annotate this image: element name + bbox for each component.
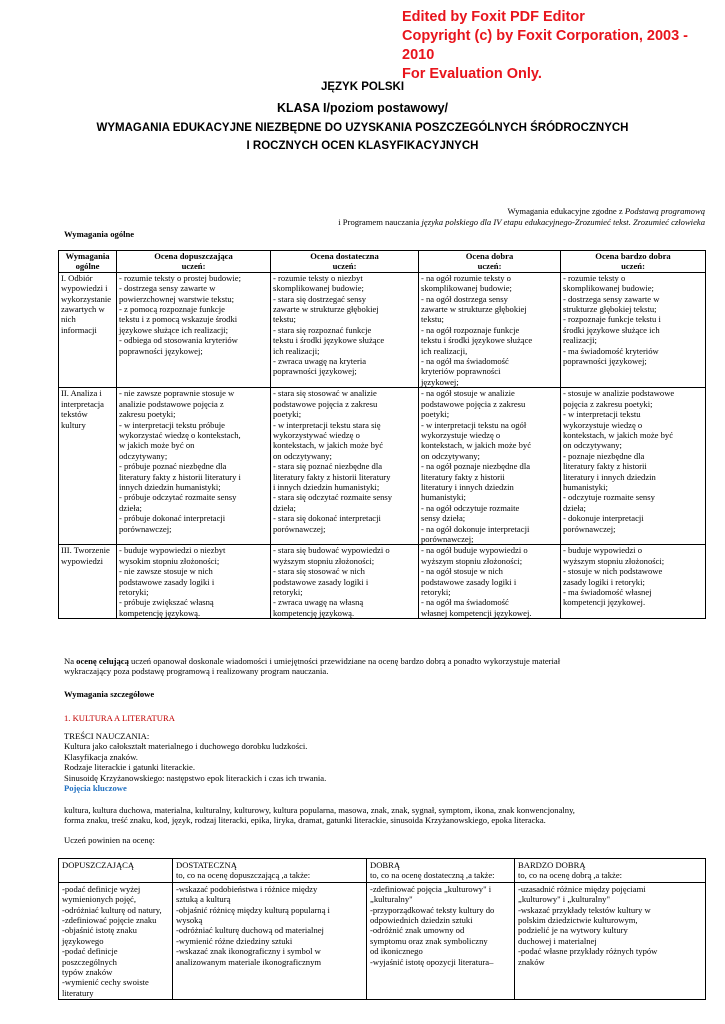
- cell-line: kontekstach, w jakich może być: [421, 440, 532, 451]
- cell-line: - próbuje odczytać rozmaite sensy: [119, 492, 237, 503]
- table-cell: [117, 545, 271, 619]
- celujaca-paragraph: Na ocenę celującą uczeń opanował doskonale wiadomości i umiejętności przewidziane na ocenę bardzo dobrą a ponadto wykorzystuje materiał wykraczający poza podstawę programową i realizowany program nauczania.: [64, 656, 561, 677]
- cell-line: skomplikowanej budowie;: [421, 283, 512, 294]
- cell-line: - stosuje w analizie podstawowe: [563, 388, 675, 399]
- cell-line: kontekstach, w jakich może być: [273, 440, 384, 451]
- key-concepts-heading: Pojęcia kluczowe: [64, 783, 127, 794]
- cell-line: wypowiedzi: [61, 555, 104, 566]
- cell-line: - na ogół stosuje w analizie: [421, 388, 515, 399]
- cell-line: -wskazać podobieństwa i różnice między: [176, 883, 318, 894]
- cell-line: językowe służące ich realizacji;: [119, 324, 229, 335]
- general-requirements-label: Wymagania ogólne: [64, 229, 135, 239]
- cell-line: powierzchownej warstwie tekstu;: [119, 293, 235, 304]
- cell-line: - odczytuje rozmaite sensy: [563, 492, 655, 503]
- cell-line: -objaśnić istotę znaku językowego: [62, 925, 137, 946]
- cell-line: interpretacja: [61, 398, 104, 409]
- table-cell: [117, 388, 271, 545]
- cell-line: humanistyki;: [563, 481, 608, 492]
- cell-line: wykorzystanie: [61, 293, 112, 304]
- table-cell: [561, 545, 706, 619]
- cell-line: „kulturalny": [370, 894, 413, 905]
- cell-line: on odczytywany;: [273, 450, 332, 461]
- cell-line: podstawowe zasady logiki i: [421, 576, 517, 587]
- class-title: KLASA I/poziom postawowy/: [276, 101, 449, 115]
- content-line-2: Klasyfikacja znaków.: [64, 751, 138, 762]
- cell-line: środki językowe służące ich: [563, 324, 660, 335]
- cell-line: - rozumie teksty o prostej budowie;: [119, 272, 241, 283]
- cell-line: - w interpretacji tekstu na ogół: [421, 419, 527, 430]
- table-cell: [561, 388, 706, 545]
- cell-line: - buduje wypowiedzi o niezbyt: [119, 545, 226, 556]
- cell-line: porównawczej;: [421, 533, 474, 544]
- cell-line: humanistyki;: [421, 492, 466, 503]
- cell-line: - dokonuje interpretacji: [563, 513, 644, 524]
- cell-line: -wymienić różne dziedziny sztuki: [176, 935, 293, 946]
- cell-line: - stara się stosować w nich: [273, 566, 365, 577]
- content-line-4: Sinusoidę Krzyżanowskiego: następstwo epok literackich i czas ich trwania.: [64, 772, 327, 783]
- table-row: [59, 272, 706, 387]
- cell-line: wyższym stopniu złożoności;: [563, 555, 665, 566]
- cell-line: III. Tworzenie: [61, 545, 110, 556]
- requirements-title-2: I ROCZNYCH OCEN KLASYFIKACYJNYCH: [246, 140, 479, 152]
- cell-line: on odczytywany;: [421, 450, 480, 461]
- cell-line: - zwraca uwagę na kryteria: [273, 356, 367, 367]
- watermark-line-2: Copyright (c) by Foxit Corporation, 2003 - 2010: [402, 28, 688, 63]
- content-heading: TREŚCI NAUCZANIA:: [64, 731, 150, 741]
- cell-line: zawarte w strukturze głębokiej: [273, 304, 379, 315]
- cell-line: symptomu oraz znak symboliczny: [370, 935, 488, 946]
- cell-line: wymienionych pojęć,: [62, 894, 136, 905]
- cell-line: podstawowe pojęcia z zakresu: [273, 398, 378, 409]
- cell-line: od ikonicznego: [370, 946, 423, 957]
- cell-line: dzieła;: [273, 502, 296, 513]
- table-cell: [419, 388, 561, 545]
- requirement-cell: [59, 272, 117, 387]
- grades-table-header: [59, 859, 706, 883]
- cell-line: -odróżniać kulturę duchową od materialnej: [176, 925, 324, 936]
- celujaca-bold: ocenę celującą: [76, 656, 129, 666]
- cell-line: -wyjaśnić istotę opozycji literatura–: [370, 956, 494, 967]
- cell-line: - na ogół dokonuje interpretacji: [421, 523, 530, 534]
- cell-line: -zdefiniować pojęcia „kulturowy" i: [370, 883, 492, 894]
- cell-line: podstawowe zasady logiki i: [273, 576, 369, 587]
- cell-line: - stara się dostrzegać sensy: [273, 293, 367, 304]
- cell-line: - stara się poznać niezbędne dla: [273, 461, 383, 472]
- requirement-cell: [59, 388, 117, 545]
- cell-line: literatury fakty z historii literatury i: [119, 471, 241, 482]
- content-block: [64, 731, 705, 793]
- cell-line: literatury fakty z historii: [563, 461, 647, 472]
- cell-line: - próbuje zwiększać własną: [119, 597, 214, 608]
- cell-line: wykorzystywać wiedzę o: [273, 429, 360, 440]
- cell-line: -odróżnić znak umowny od: [370, 925, 465, 936]
- cell-line: literatury i innych dziedzin: [563, 471, 656, 482]
- cell-line: podstawowe pojęcia z zakresu: [421, 398, 526, 409]
- cell-line: - próbuje poznać niezbędne dla: [119, 461, 227, 472]
- cell-line: ich realizacji;: [273, 345, 320, 356]
- cell-line: duchowej i materialnej: [518, 935, 597, 946]
- grade-header-bardzo-dobra: BARDZO DOBRĄ to, co na ocenę dobrą ,a także:: [515, 859, 706, 883]
- cell-line: - na ogół ma świadomość: [421, 597, 509, 608]
- cell-line: analizowanym materiale ikonograficznym: [176, 956, 322, 967]
- header-dobra: Ocena dobra uczeń:: [419, 251, 561, 273]
- cell-line: - na ogół ma świadomość: [421, 356, 509, 367]
- table-cell: [419, 272, 561, 387]
- cell-line: -odróżniać kulturę od natury,: [62, 904, 162, 915]
- header-bardzo-dobra: Ocena bardzo dobra uczeń:: [561, 251, 706, 273]
- student-should-label: Uczeń powinien na ocenę:: [64, 835, 155, 845]
- header-dostateczna: Ocena dostateczna uczeń:: [271, 251, 419, 273]
- cell-line: „kulturowy" i „kulturalny": [518, 894, 610, 905]
- cell-line: tekstu i z pomocą wskazuje środki: [119, 314, 238, 325]
- table-cell: [419, 545, 561, 619]
- cell-line: pojęcia z zakresu poetyki;: [563, 398, 653, 409]
- cell-line: -podać definicje wyżej: [62, 883, 141, 894]
- content-line-1: Kultura jako całokształt materialnego i duchowego dorobku ludzkości.: [64, 741, 308, 752]
- requirements-table: [58, 250, 706, 619]
- cell-line: -podać definicje poszczególnych: [62, 946, 118, 967]
- cell-line: tekstu;: [421, 314, 444, 325]
- cell-line: tekstu i środki językowe służące: [421, 335, 533, 346]
- subject-title: JĘZYK POLSKI: [320, 81, 405, 93]
- cell-line: tekstów kultury: [61, 409, 88, 430]
- content-line-3: Rodzaje literackie i gatunki literackie.: [64, 762, 195, 773]
- cell-line: - na ogół buduje wypowiedzi o: [421, 545, 528, 556]
- cell-line: sensy dzieła;: [421, 513, 466, 524]
- cell-line: i innych dziedzin humanistyki;: [273, 481, 380, 492]
- cell-line: - w interpretacji tekstu: [563, 409, 641, 420]
- table-row: [59, 545, 706, 619]
- grades-table-row: [59, 882, 706, 999]
- cell-line: - na ogół odczytuje rozmaite: [421, 502, 520, 513]
- cell-line: on odczytywany;: [563, 440, 622, 451]
- cell-line: własnej kompetencji językowej.: [421, 607, 532, 618]
- cell-line: wypowiedzi i: [61, 283, 108, 294]
- cell-line: dzieła;: [563, 502, 586, 513]
- cell-line: wykorzystuje wiedzę o: [563, 419, 643, 430]
- cell-line: - rozpoznaje funkcje tekstu i: [563, 314, 661, 325]
- table-row: [59, 388, 706, 545]
- section-heading: 1. KULTURA A LITERATURA: [64, 713, 175, 723]
- cell-line: - z pomocą rozpoznaje funkcje: [119, 304, 225, 315]
- table-cell: [271, 545, 419, 619]
- cell-line: - na ogół stosuje w nich: [421, 566, 503, 577]
- cell-line: literatury i innych dziedzin: [421, 481, 514, 492]
- cell-line: wykorzystuje wiedzę o: [421, 429, 501, 440]
- cell-line: - nie zawsze stosuje w nich: [119, 566, 213, 577]
- cell-line: skomplikowanej budowie;: [273, 283, 364, 294]
- cell-line: II. Analiza i: [61, 388, 102, 399]
- cell-line: - nie zawsze poprawnie stosuje w: [119, 388, 235, 399]
- cell-line: sztuką a kulturą: [176, 894, 231, 905]
- watermark: [402, 8, 720, 84]
- cell-line: - zwraca uwagę na własną: [273, 597, 364, 608]
- cell-line: - dostrzega sensy zawarte w: [563, 293, 660, 304]
- cell-line: literatury fakty z historii literatury: [273, 471, 391, 482]
- cell-line: wyższym stopniu złożoności;: [273, 555, 375, 566]
- requirement-cell: [59, 545, 117, 619]
- cell-line: zawartych w nich: [61, 304, 105, 325]
- cell-line: dzieła;: [119, 502, 142, 513]
- cell-line: tekstu;: [273, 314, 296, 325]
- cell-line: -wymienić cechy swoiste literatury: [62, 977, 149, 998]
- cell-line: kompetencję językową.: [273, 607, 355, 618]
- grade-header-dopuszczajaca: DOPUSZCZAJĄCĄ: [59, 859, 173, 883]
- cell-line: zasady logiki i retoryki;: [563, 576, 645, 587]
- table-cell: [271, 388, 419, 545]
- cell-line: zakresu poetyki;: [119, 409, 176, 420]
- cell-line: kompetencji językowej.: [563, 597, 646, 608]
- cell-line: -przyporządkować teksty kultury do: [370, 904, 495, 915]
- cell-line: polskim dziedzictwie kulturowym,: [518, 915, 638, 926]
- cell-line: - stara się dokonać interpretacji: [273, 513, 381, 524]
- cell-line: podzielić je na wytwory kultury: [518, 925, 628, 936]
- intro-line-1: [300, 206, 705, 216]
- cell-line: - poznaje niezbędne dla: [563, 450, 645, 461]
- intro-text-1-italic: Podstawą programową: [624, 206, 705, 216]
- cell-line: zawarte w strukturze głębokiej: [421, 304, 527, 315]
- intro-text-2: i Programem nauczania: [338, 217, 422, 227]
- cell-line: - stara się budować wypowiedzi o: [273, 545, 390, 556]
- table-cell: [271, 272, 419, 387]
- cell-line: porównawczej;: [273, 523, 326, 534]
- cell-line: - na ogół poznaje niezbędne dla: [421, 461, 531, 472]
- grade-cell: [515, 882, 706, 999]
- cell-line: retoryki;: [273, 587, 303, 597]
- cell-line: realizacji;: [563, 335, 597, 346]
- intro-text-2-italic: języka polskiego dla IV etapu edukacyjnego-Zrozumieć tekst. Zrozumieć człowieka: [421, 217, 705, 227]
- cell-line: - ma świadomość własnej: [563, 587, 652, 597]
- cell-line: tekstu i środki językowe służące: [273, 335, 385, 346]
- table-cell: [561, 272, 706, 387]
- cell-line: typów znaków: [62, 967, 113, 978]
- cell-line: -wskazać znak ikonograficzny i symbol w: [176, 946, 321, 957]
- cell-line: kontekstach, w jakich może być: [563, 429, 674, 440]
- cell-line: - stara się stosować w analizie: [273, 388, 377, 399]
- cell-line: - dostrzega sensy zawarte w: [119, 283, 216, 294]
- cell-line: odpowiednich dziedzin sztuki: [370, 915, 473, 926]
- cell-line: - na ogół dostrzega sensy: [421, 293, 508, 304]
- cell-line: - ma świadomość kryteriów: [563, 345, 659, 356]
- cell-line: wysoką: [176, 915, 203, 926]
- cell-line: - stara się rozpoznać funkcje: [273, 324, 372, 335]
- cell-line: - w interpretacji tekstu stara się: [273, 419, 381, 430]
- watermark-line-1: Edited by Foxit PDF Editor: [402, 9, 585, 25]
- grade-cell: [367, 882, 515, 999]
- cell-line: informacji: [61, 324, 97, 335]
- cell-line: porównawczej;: [563, 523, 616, 534]
- cell-line: porównawczej;: [119, 523, 172, 534]
- cell-line: wysokim stopniu złożoności;: [119, 555, 220, 566]
- cell-line: - w interpretacji tekstu próbuje: [119, 419, 225, 430]
- cell-line: literatury fakty z historii: [421, 471, 505, 482]
- cell-line: ich realizacji,: [421, 345, 468, 356]
- watermark-line-3: For Evaluation Only.: [402, 66, 542, 82]
- cell-line: -wskazać przykłady tekstów kultury w: [518, 904, 651, 915]
- cell-line: -podać własne przykłady różnych typów: [518, 946, 658, 957]
- cell-line: skomplikowanej budowie;: [563, 283, 654, 294]
- table-cell: [117, 272, 271, 387]
- cell-line: I. Odbiór: [61, 272, 93, 283]
- cell-line: innych dziedzin humanistyki;: [119, 481, 221, 492]
- cell-line: poprawności językowej;: [273, 366, 357, 377]
- header-dopuszczajaca: Ocena dopuszczająca uczeń:: [117, 251, 271, 273]
- specific-requirements-label: Wymagania szczegółowe: [64, 689, 155, 699]
- cell-line: -zdefiniować pojęcie znaku: [62, 915, 157, 926]
- cell-line: retoryki;: [119, 587, 149, 597]
- cell-line: - na ogół rozumie teksty o: [421, 272, 511, 283]
- cell-line: - próbuje dokonać interpretacji: [119, 513, 226, 524]
- cell-line: kryteriów poprawności: [421, 366, 501, 377]
- cell-line: - odbiega od stosowania kryteriów: [119, 335, 238, 346]
- cell-line: retoryki;: [421, 587, 451, 597]
- cell-line: - buduje wypowiedzi o: [563, 545, 642, 556]
- cell-line: wykorzystać wiedzę o kontekstach,: [119, 429, 241, 440]
- cell-line: -uzasadnić różnice między pojęciami: [518, 883, 646, 894]
- cell-line: odczytywany;: [119, 450, 168, 461]
- cell-line: podstawowe zasady logiki i: [119, 576, 215, 587]
- cell-line: - rozumie teksty o niezbyt: [273, 272, 363, 283]
- grades-table: [58, 858, 706, 1000]
- cell-line: językowej;: [421, 376, 459, 387]
- cell-line: - stosuje w nich podstawowe: [563, 566, 663, 577]
- intro-text-1: Wymagania edukacyjne zgodne z: [507, 206, 625, 216]
- cell-line: poetyki;: [273, 409, 302, 420]
- intro-line-2: [200, 217, 705, 227]
- cell-line: - stara się odczytać rozmaite sensy: [273, 492, 393, 503]
- cell-line: kompetencję językową.: [119, 607, 201, 618]
- grade-header-dostateczna: DOSTATECZNĄ to, co na ocenę dopuszczającą ,a także:: [173, 859, 367, 883]
- concepts-list: kultura, kultura duchowa, materialna, kulturalny, kulturowy, kultura popularna, masowa, znak, znak, sygnał, symptom, ikona, znak konwencjonalny, forma znaku, treść znaku, kod, język, rodzaj literacki, epika, liryka, dramat, gatunki literackie, sinusoida Krzyżanowskiego, epoka literacka.: [64, 805, 575, 826]
- cell-line: - rozumie teksty o: [563, 272, 626, 283]
- cell-line: poprawności językowej;: [119, 345, 203, 356]
- cell-line: w jakich może być on: [119, 440, 195, 451]
- grade-header-dobra: DOBRĄ to, co na ocenę dostateczną ,a także:: [367, 859, 515, 883]
- requirements-table-header: [59, 251, 706, 273]
- cell-line: - na ogół rozpoznaje funkcje: [421, 324, 520, 335]
- header-general: Wymagania ogólne: [59, 251, 117, 273]
- requirements-title: WYMAGANIA EDUKACYJNE NIEZBĘDNE DO UZYSKANIA POSZCZEGÓLNYCH ŚRÓDROCZNYCH: [96, 122, 629, 134]
- grade-cell: [173, 882, 367, 999]
- cell-line: wyższym stopniu złożoności;: [421, 555, 523, 566]
- cell-line: strukturze głębokiej tekstu;: [563, 304, 657, 315]
- cell-line: poprawności językowej;: [563, 356, 647, 367]
- cell-line: analizie podstawowe pojęcia z: [119, 398, 224, 409]
- cell-line: -objaśnić różnicę między kulturą popularną i: [176, 904, 330, 915]
- cell-line: znaków: [518, 956, 545, 967]
- cell-line: poetyki;: [421, 409, 450, 420]
- grade-cell: [59, 882, 173, 999]
